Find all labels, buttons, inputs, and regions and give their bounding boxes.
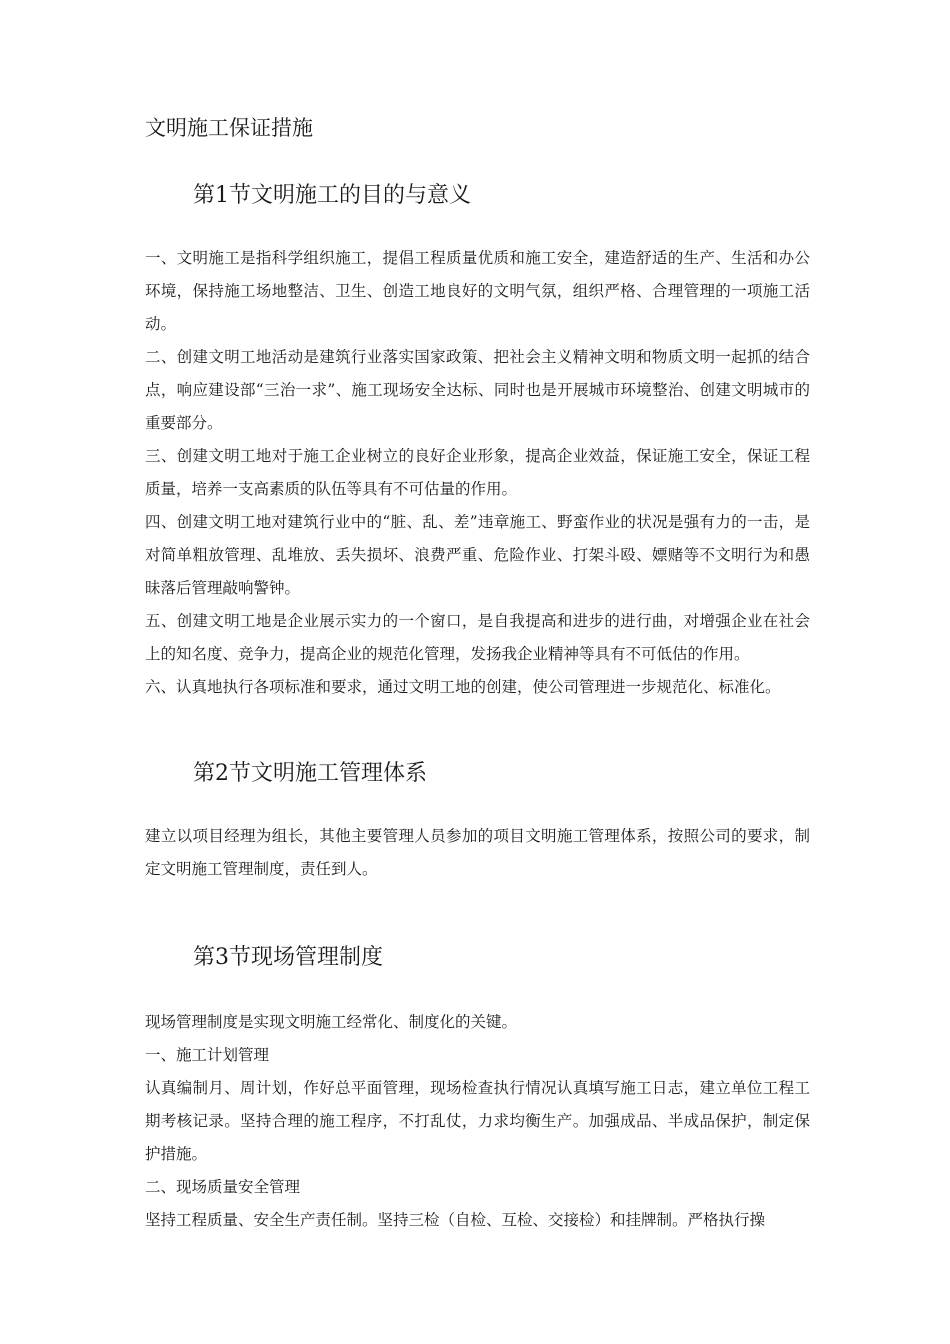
section-3-heading: 第3节现场管理制度 [193, 945, 383, 970]
section-3-paragraph-2: 认真编制月、周计划，作好总平面管理，现场检查执行情况认真填写施工日志，建立单位工程工期考核记录。坚持合理的施工程序，不打乱仗，力求均衡生产。加强成品、半成品保护，制定保护措施。 [145, 1079, 810, 1163]
section-1-paragraph-1: 一、文明施工是指科学组织施工，提倡工程质量优质和施工安全，建造舒适的生产、生活和办公环境，保持施工场地整洁、卫生、创造工地良好的文明气氛，组织严格、合理管理的一项施工活动。 [145, 249, 810, 333]
section-1-paragraph-5: 五、创建文明工地是企业展示实力的一个窗口，是自我提高和进步的进行曲，对增强企业在社会上的知名度、竞争力，提高企业的规范化管理，发扬我企业精神等具有不可低估的作用。 [145, 612, 810, 663]
section-3-paragraph-1: 现场管理制度是实现文明施工经常化、制度化的关键。 [145, 1013, 518, 1031]
document-title: 文明施工保证措施 [145, 116, 313, 140]
section-3-subheading-2: 二、现场质量安全管理 [145, 1178, 301, 1196]
section-1-paragraph-4: 四、创建文明工地对建筑行业中的“脏、乱、差”违章施工、野蛮作业的状况是强有力的一击，是对简单粗放管理、乱堆放、丢失损坏、浪费严重、危险作业、打架斗殴、嫖赌等不文明行为和愚昧落后管理敲响警钟。 [145, 513, 810, 597]
section-1-paragraph-2: 二、创建文明工地活动是建筑行业落实国家政策、把社会主义精神文明和物质文明一起抓的结合点，响应建设部“三治一求”、施工现场安全达标、同时也是开展城市环境整治、创建文明城市的重要部分。 [145, 348, 810, 432]
section-2-paragraph-1: 建立以项目经理为组长，其他主要管理人员参加的项目文明施工管理体系，按照公司的要求，制定文明施工管理制度，责任到人。 [145, 827, 810, 878]
section-1-paragraph-6: 六、认真地执行各项标准和要求，通过文明工地的创建，使公司管理进一步规范化、标准化。 [145, 678, 781, 696]
section-1-paragraph-3: 三、创建文明工地对于施工企业树立的良好企业形象，提高企业效益，保证施工安全，保证工程质量，培养一支高素质的队伍等具有不可估量的作用。 [145, 447, 810, 498]
section-3-paragraph-3: 坚持工程质量、安全生产责任制。坚持三检（自检、互检、交接检）和挂牌制。严格执行操 [145, 1211, 766, 1229]
section-1-heading: 第1节文明施工的目的与意义 [193, 183, 471, 208]
section-2-heading: 第2节文明施工管理体系 [193, 761, 427, 786]
section-3-subheading-1: 一、施工计划管理 [145, 1046, 270, 1064]
